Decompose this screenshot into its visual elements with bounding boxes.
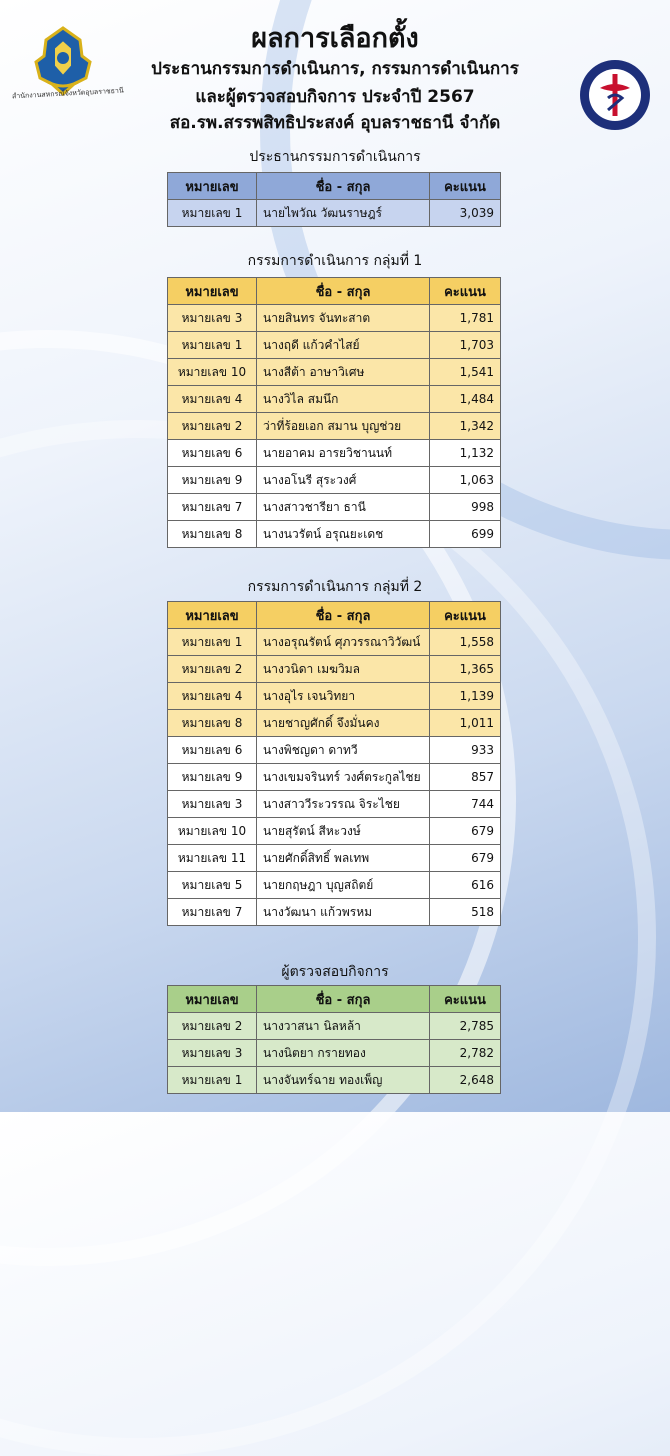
candidate-number: หมายเลข 1: [168, 200, 257, 227]
table-row: [168, 467, 501, 494]
table-row: [168, 1013, 501, 1040]
section-title-group-1: กรรมการดำเนินการ กลุ่มที่ 1: [247, 253, 423, 269]
candidate-number: หมายเลข 2: [168, 413, 257, 440]
candidate-number: หมายเลข 5: [168, 872, 257, 899]
candidate-score: 933: [430, 737, 501, 764]
table-row: [168, 764, 501, 791]
table-header-row: [168, 986, 501, 1013]
candidate-number: หมายเลข 4: [168, 683, 257, 710]
candidate-score: 1,484: [430, 386, 501, 413]
table-row: [168, 872, 501, 899]
candidate-score: 679: [430, 818, 501, 845]
table-row: [168, 386, 501, 413]
candidate-number: หมายเลข 7: [168, 494, 257, 521]
candidate-name: นางอโนรี สุระวงศ์: [257, 467, 430, 494]
section-title-group-2: กรรมการดำเนินการ กลุ่มที่ 2: [247, 579, 423, 595]
candidate-name: นางสาววีระวรรณ จิระไชย: [257, 791, 430, 818]
candidate-score: 679: [430, 845, 501, 872]
candidate-score: 1,011: [430, 710, 501, 737]
group-2-results-table: [167, 601, 501, 926]
candidate-score: 1,365: [430, 656, 501, 683]
table-row: [168, 305, 501, 332]
candidate-name: นางเขมจรินทร์ วงศ์ตระกูลไชย: [257, 764, 430, 791]
candidate-number: หมายเลข 4: [168, 386, 257, 413]
table-row: [168, 413, 501, 440]
group-1-results-table: [167, 277, 501, 548]
left-logo-caption: สำนักงานสหกรณ์จังหวัดอุบลราชธานี: [11, 86, 124, 101]
candidate-score: 1,781: [430, 305, 501, 332]
candidate-name: นายไพวัณ วัฒนราษฎร์: [257, 200, 430, 227]
table-row: [168, 737, 501, 764]
column-header-name: ชื่อ - สกุล: [257, 602, 430, 629]
column-header-name: ชื่อ - สกุล: [257, 278, 430, 305]
candidate-name: นางพิชญดา ดาทวี: [257, 737, 430, 764]
candidate-number: หมายเลข 10: [168, 818, 257, 845]
candidate-name: นางสีต้า อาษาวิเศษ: [257, 359, 430, 386]
table-row: [168, 845, 501, 872]
candidate-name: นางสาวชารียา ธานี: [257, 494, 430, 521]
table-row: [168, 629, 501, 656]
candidate-name: นางวาสนา นิลหล้า: [257, 1013, 430, 1040]
candidate-number: หมายเลข 1: [168, 332, 257, 359]
table-row: [168, 791, 501, 818]
candidate-name: นายชาญศักดิ์ จึงมั่นคง: [257, 710, 430, 737]
column-header-name: ชื่อ - สกุล: [257, 986, 430, 1013]
table-header-row: [168, 278, 501, 305]
table-row: [168, 899, 501, 926]
candidate-number: หมายเลข 9: [168, 764, 257, 791]
table-row: [168, 332, 501, 359]
column-header-number: หมายเลข: [168, 278, 257, 305]
subtitle-line-1: ประธานกรรมการดำเนินการ, กรรมการดำเนินการ: [151, 59, 519, 79]
candidate-number: หมายเลข 3: [168, 305, 257, 332]
candidate-score: 1,139: [430, 683, 501, 710]
candidate-name: นางวนิดา เมฆวิมล: [257, 656, 430, 683]
column-header-number: หมายเลข: [168, 173, 257, 200]
candidate-number: หมายเลข 6: [168, 737, 257, 764]
candidate-score: 1,132: [430, 440, 501, 467]
candidate-score: 616: [430, 872, 501, 899]
column-header-score: คะแนน: [430, 986, 501, 1013]
section-title-president: ประธานกรรมการดำเนินการ: [249, 149, 421, 165]
candidate-number: หมายเลข 2: [168, 1013, 257, 1040]
candidate-name: นายอาคม อารยวิชานนท์: [257, 440, 430, 467]
table-row: [168, 440, 501, 467]
table-row: [168, 1040, 501, 1067]
candidate-name: นางอรุณรัตน์ ศุภวรรณาวิวัฒน์: [257, 629, 430, 656]
candidate-name: นางฤดี แก้วคำไสย์: [257, 332, 430, 359]
candidate-number: หมายเลข 8: [168, 710, 257, 737]
subtitle-line-2: และผู้ตรวจสอบกิจการ ประจำปี 2567: [195, 87, 475, 107]
candidate-name: นายสุรัตน์ สีหะวงษ์: [257, 818, 430, 845]
candidate-score: 998: [430, 494, 501, 521]
column-header-score: คะแนน: [430, 602, 501, 629]
candidate-name: นางจันทร์ฉาย ทองเพ็ญ: [257, 1067, 430, 1094]
table-row: [168, 683, 501, 710]
table-row: [168, 359, 501, 386]
page-title: ผลการเลือกตั้ง: [251, 23, 419, 54]
column-header-score: คะแนน: [430, 278, 501, 305]
candidate-number: หมายเลข 10: [168, 359, 257, 386]
candidate-name: นายสินทร จันทะสาต: [257, 305, 430, 332]
table-header-row: [168, 173, 501, 200]
column-header-number: หมายเลข: [168, 986, 257, 1013]
column-header-score: คะแนน: [430, 173, 501, 200]
candidate-number: หมายเลข 2: [168, 656, 257, 683]
candidate-number: หมายเลข 1: [168, 1067, 257, 1094]
candidate-score: 518: [430, 899, 501, 926]
candidate-number: หมายเลข 1: [168, 629, 257, 656]
candidate-name: นางวัฒนา แก้วพรหม: [257, 899, 430, 926]
candidate-name: ว่าที่ร้อยเอก สมาน บุญช่วย: [257, 413, 430, 440]
candidate-score: 1,558: [430, 629, 501, 656]
candidate-number: หมายเลข 9: [168, 467, 257, 494]
column-header-number: หมายเลข: [168, 602, 257, 629]
candidate-score: 1,342: [430, 413, 501, 440]
candidate-score: 2,785: [430, 1013, 501, 1040]
column-header-name: ชื่อ - สกุล: [257, 173, 430, 200]
candidate-score: 857: [430, 764, 501, 791]
table-row: [168, 200, 501, 227]
table-row: [168, 521, 501, 548]
candidate-number: หมายเลข 3: [168, 1040, 257, 1067]
subtitle-line-3: สอ.รพ.สรรพสิทธิประสงค์ อุบลราชธานี จำกัด: [169, 113, 501, 133]
section-title-auditors: ผู้ตรวจสอบกิจการ: [281, 964, 389, 980]
candidate-score: 2,782: [430, 1040, 501, 1067]
candidate-number: หมายเลข 7: [168, 899, 257, 926]
candidate-score: 1,703: [430, 332, 501, 359]
candidate-name: นายกฤษฎา บุญสถิตย์: [257, 872, 430, 899]
table-row: [168, 818, 501, 845]
candidate-score: 3,039: [430, 200, 501, 227]
candidate-number: หมายเลข 8: [168, 521, 257, 548]
candidate-name: นางนิตยา กรายทอง: [257, 1040, 430, 1067]
table-row: [168, 494, 501, 521]
candidate-score: 2,648: [430, 1067, 501, 1094]
president-results-table: [167, 172, 501, 227]
candidate-score: 1,541: [430, 359, 501, 386]
table-row: [168, 710, 501, 737]
candidate-score: 699: [430, 521, 501, 548]
table-header-row: [168, 602, 501, 629]
candidate-number: หมายเลข 3: [168, 791, 257, 818]
candidate-name: นางอุไร เจนวิทยา: [257, 683, 430, 710]
candidate-score: 744: [430, 791, 501, 818]
table-row: [168, 1067, 501, 1094]
candidate-number: หมายเลข 11: [168, 845, 257, 872]
candidate-name: นายศักดิ์สิทธิ์ พลเทพ: [257, 845, 430, 872]
table-row: [168, 656, 501, 683]
candidate-number: หมายเลข 6: [168, 440, 257, 467]
candidate-score: 1,063: [430, 467, 501, 494]
candidate-name: นางนวรัตน์ อรุณยะเดช: [257, 521, 430, 548]
auditor-results-table: [167, 985, 501, 1094]
candidate-name: นางวิไล สมนึก: [257, 386, 430, 413]
